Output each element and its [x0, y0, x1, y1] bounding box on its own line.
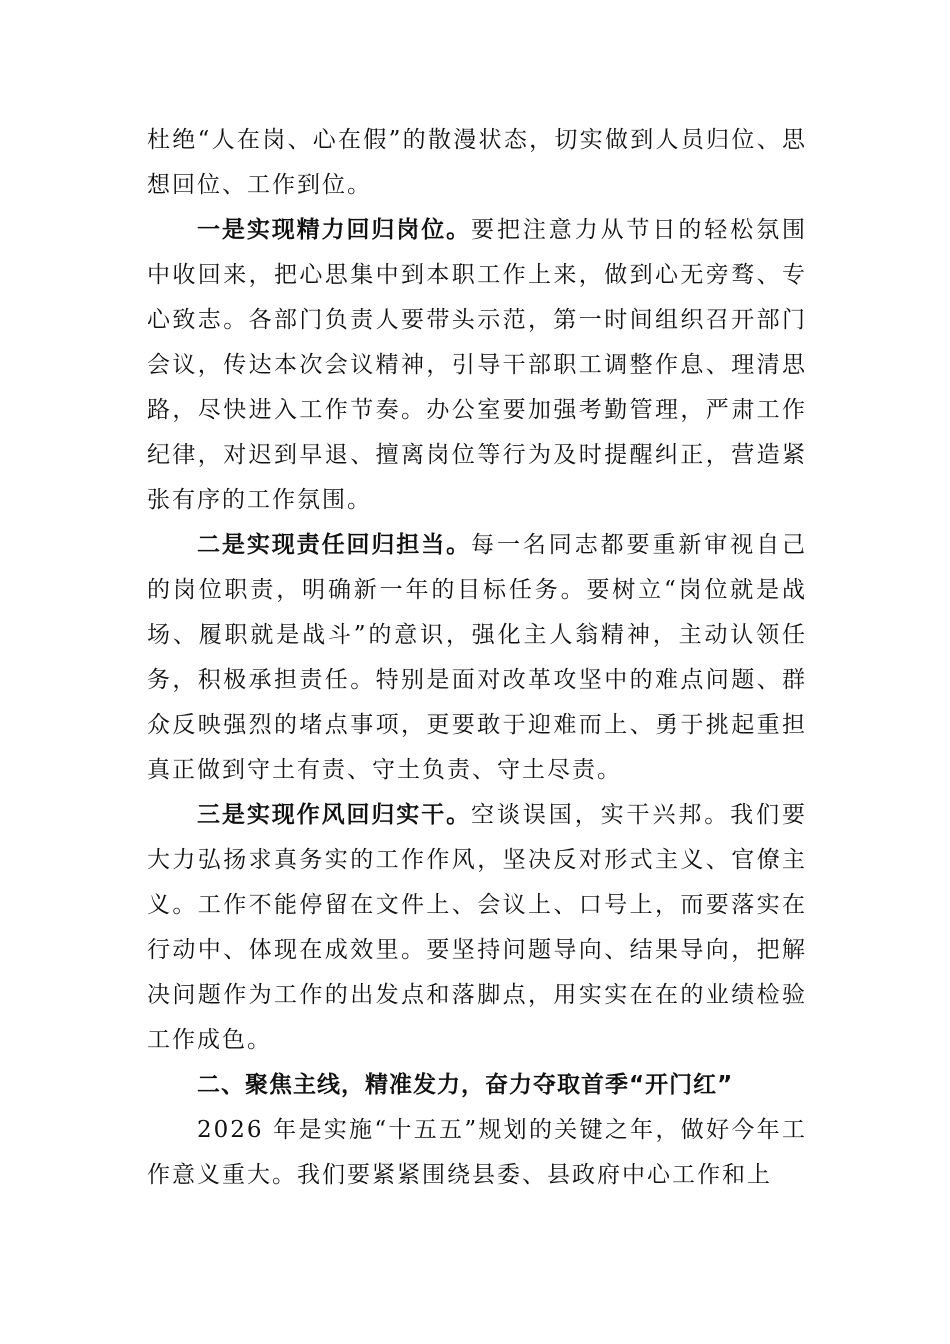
paragraph-lead: 二是实现责任回归担当。 — [197, 532, 472, 558]
paragraph-style — [147, 793, 807, 1063]
paragraph-text: 要把注意力从节日的轻松氛围中收回来，把心思集中到本职工作上来，做到心无旁骛、专心致志。各部门负责人要带头示范，第一时间组织召开部门会议，传达本次会议精神，引导干部职工调整作息、理清思路，尽快进入工作节奏。办公室要加强考勤管理，严肃工作纪律，对迟到早退、擅离岗位等行为及时提醒纠正，营造紧张有序的工作氛围。 — [147, 217, 808, 513]
section-heading: 二、聚焦主线，精准发力，奋力夺取首季“开门红” — [197, 1072, 734, 1098]
paragraph-continuation — [147, 118, 807, 208]
paragraph-responsibility — [147, 523, 807, 793]
paragraph-text: 2026 年是实施“十五五”规划的关键之年，做好今年工作意义重大。我们要紧紧围绕县委、县政府中心工作和上 — [147, 1117, 807, 1188]
paragraph-year-plan — [147, 1108, 807, 1198]
paragraph-text: 杜绝“人在岗、心在假”的散漫状态，切实做到人员归位、思想回位、工作到位。 — [147, 127, 807, 198]
paragraph-lead: 一是实现精力回归岗位。 — [197, 217, 472, 243]
document-body — [147, 118, 807, 1198]
paragraph-energy — [147, 208, 807, 523]
paragraph-text: 空谈误国，实干兴邦。我们要大力弘扬求真务实的工作作风，坚决反对形式主义、官僚主义。工作不能停留在文件上、会议上、口号上，而要落实在行动中、体现在成效里。要坚持问题导向、结果导向，把解决问题作为工作的出发点和落脚点，用实实在在的业绩检验工作成色。 — [147, 802, 808, 1053]
paragraph-lead: 三是实现作风回归实干。 — [197, 802, 472, 828]
paragraph-text: 每一名同志都要重新审视自己的岗位职责，明确新一年的目标任务。要树立“岗位就是战场、履职就是战斗”的意识，强化主人翁精神，主动认领任务，积极承担责任。特别是面对改革攻坚中的难点问题、群众反映强烈的堵点事项，更要敢于迎难而上、勇于挑起重担真正做到守土有责、守土负责、守土尽责。 — [147, 532, 808, 783]
